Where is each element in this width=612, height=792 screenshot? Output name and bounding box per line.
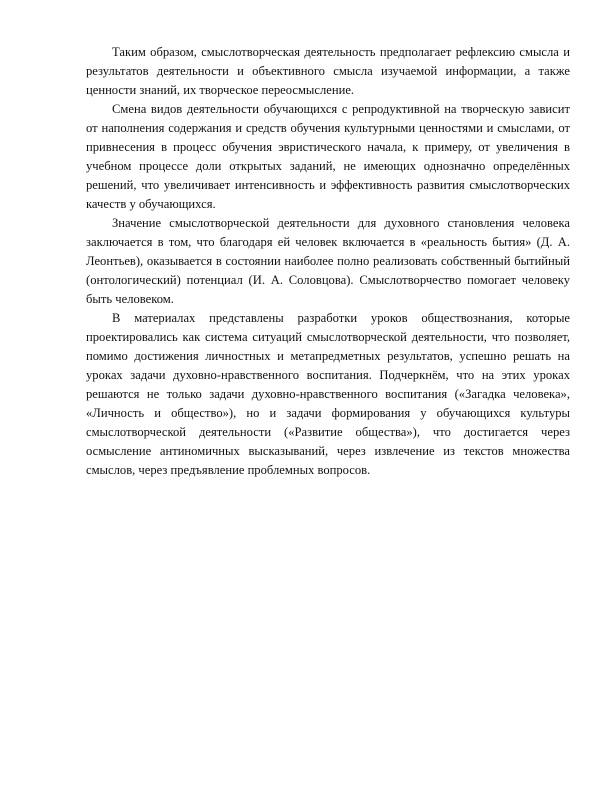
- paragraph-2: Смена видов деятельности обучающихся с репродуктивной на творческую зависит от наполнения содержания и средств обучения культурными ценностями и смыслами, от привнесения в процесс обучения эвристического начала, к примеру, от увеличения в учебном процессе доли открытых заданий, не имеющих однозначно определённых решений, что увеличивает интенсивность и эффективность развития смыслотворческих качеств у обучающихся.: [86, 102, 570, 211]
- paragraph-1: Таким образом, смыслотворческая деятельность предполагает рефлексию смысла и результатов деятельности и объективного смысла изучаемой информации, а также ценности знаний, их творческое переосмысление.: [86, 45, 570, 97]
- paragraph-4: В материалах представлены разработки уроков обществознания, которые проектировались как система ситуаций смыслотворческой деятельности, что позволяет, помимо достижения личностных и метапредметных результатов, успешно решать на уроках задачи духовно-нравственного воспитания. Подчеркнём, что на этих уроках решаются не только задачи духовно-нравственного воспитания («Загадка человека», «Личность и общество»), но и задачи формирования у обучающихся культуры смыслотворческой деятельности («Развитие общества»), что достигается через осмысление антиномичных высказываний, через извлечение из текстов множества смыслов, через предъявление проблемных вопросов.: [86, 311, 570, 477]
- document-body: [86, 43, 570, 480]
- paragraph-3: Значение смыслотворческой деятельности для духовного становления человека заключается в том, что благодаря ей человек включается в «реальность бытия» (Д. А. Леонтьев), оказывается в состоянии наиболее полно реализовать собственный бытийный (онтологический) потенциал (И. А. Соловцова). Смыслотворчество помогает человеку быть человеком.: [86, 216, 570, 306]
